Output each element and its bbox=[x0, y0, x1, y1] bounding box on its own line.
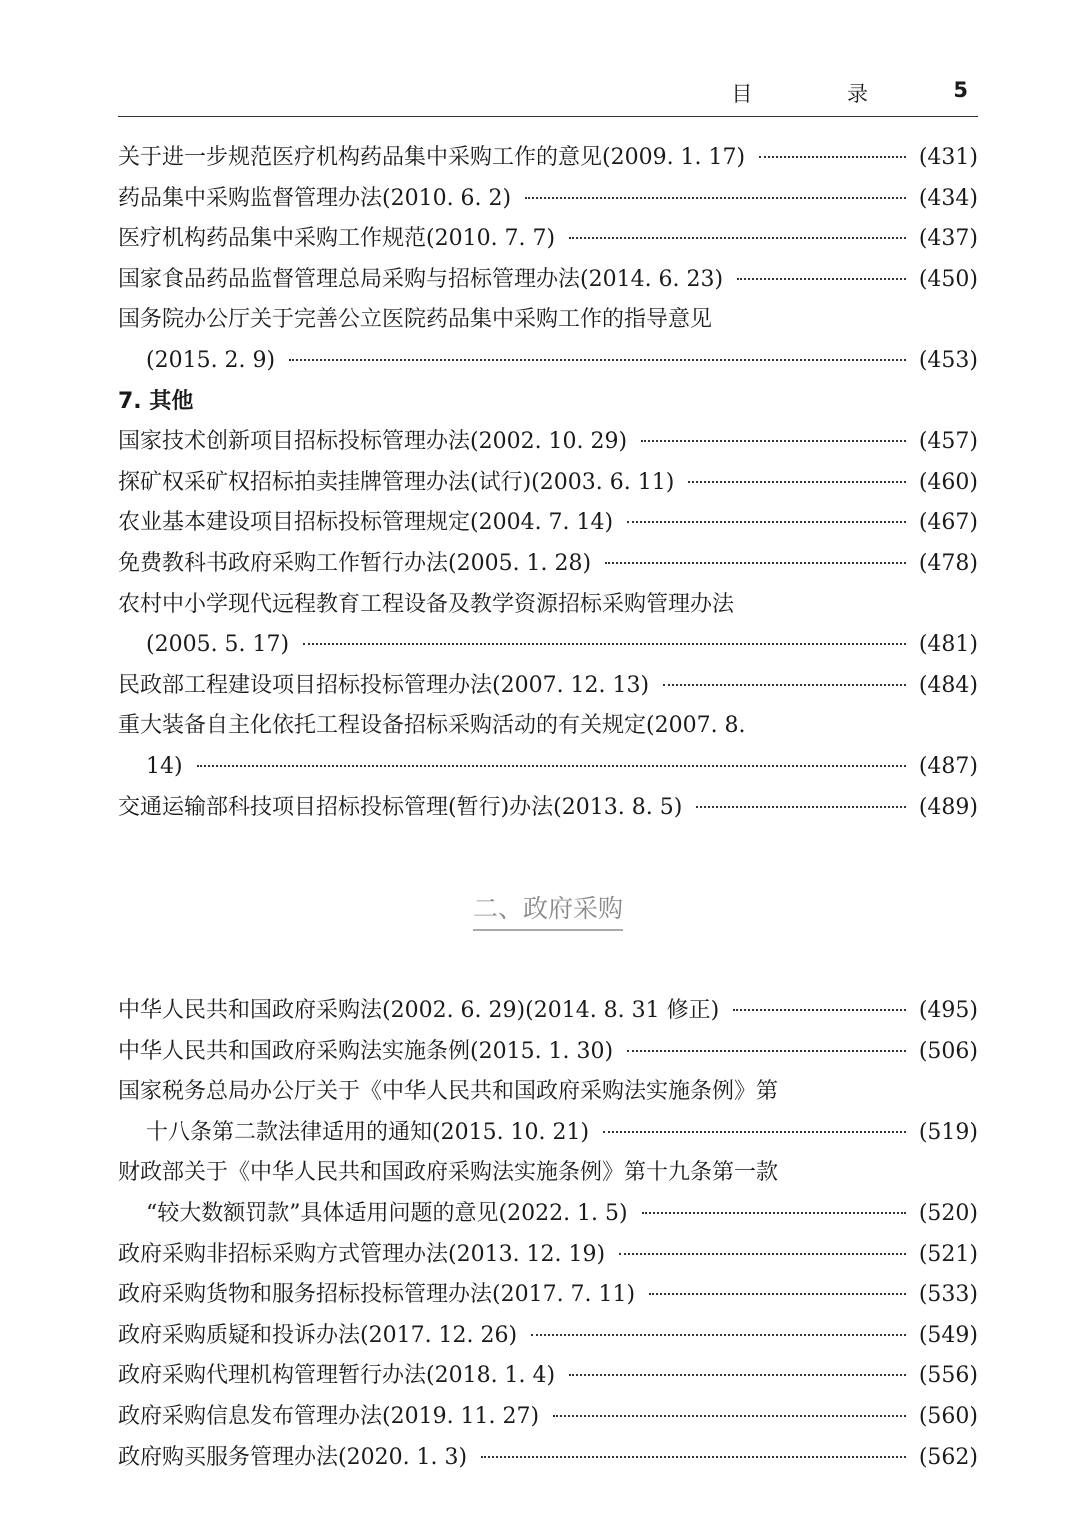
toc-entry-title: 国务院办公厅关于完善公立医院药品集中采购工作的指导意见 bbox=[118, 307, 713, 333]
toc-entry-title: 政府采购非招标采购方式管理办法(2013. 12. 19) bbox=[118, 1241, 606, 1267]
toc-entry-page: ( 520 ) bbox=[916, 1194, 978, 1235]
toc-entry-title: 财政部关于《中华人民共和国政府采购法实施条例》第十九条第一款 bbox=[118, 1160, 779, 1186]
toc-entry bbox=[118, 341, 978, 382]
header-title: 目 录 bbox=[731, 82, 912, 106]
section-heading bbox=[118, 828, 978, 991]
leader-dots bbox=[733, 1009, 906, 1011]
toc-entry-page: ( 495 ) bbox=[916, 991, 978, 1032]
toc-entry bbox=[118, 1113, 978, 1154]
toc-entry bbox=[118, 544, 978, 585]
leader-dots bbox=[663, 684, 906, 686]
leader-dots bbox=[605, 562, 906, 564]
toc-entry-page: ( 460 ) bbox=[916, 463, 978, 504]
leader-dots bbox=[197, 765, 906, 767]
toc-entry-title: 国家食品药品监督管理总局采购与招标管理办法(2014. 6. 23) bbox=[118, 266, 724, 292]
toc-entry bbox=[118, 1194, 978, 1235]
toc-entry-page: ( 437 ) bbox=[916, 219, 978, 260]
toc-entry bbox=[118, 1072, 978, 1113]
toc-entry-page: ( 467 ) bbox=[916, 503, 978, 544]
toc-entry-page: ( 450 ) bbox=[916, 260, 978, 301]
toc-entry-page: ( 519 ) bbox=[916, 1113, 978, 1154]
leader-dots bbox=[481, 1456, 906, 1458]
leader-dots bbox=[759, 156, 906, 158]
toc-entry-title: 交通运输部科技项目招标投标管理(暂行)办法(2013. 8. 5) bbox=[118, 794, 683, 820]
toc-entry-page: ( 484 ) bbox=[916, 666, 978, 707]
toc-entry bbox=[118, 1235, 978, 1276]
toc-entry-title: 政府采购质疑和投诉办法(2017. 12. 26) bbox=[118, 1322, 518, 1348]
toc-entry-page: ( 562 ) bbox=[916, 1438, 978, 1479]
leader-dots bbox=[531, 1334, 906, 1336]
leader-dots bbox=[696, 806, 906, 808]
leader-dots bbox=[737, 278, 906, 280]
toc-entry-page: ( 549 ) bbox=[916, 1316, 978, 1357]
toc-entry-title: 十八条第二款法律适用的通知(2015. 10. 21) bbox=[146, 1119, 590, 1145]
toc-entry bbox=[118, 625, 978, 666]
leader-dots bbox=[642, 1212, 906, 1214]
toc-entry bbox=[118, 747, 978, 788]
toc-entry-title: 关于进一步规范医疗机构药品集中采购工作的意见(2009. 1. 17) bbox=[118, 145, 746, 170]
page-number: 5 bbox=[953, 78, 968, 102]
toc-entry bbox=[118, 1032, 978, 1073]
toc-entry bbox=[118, 1275, 978, 1316]
toc-entry-page: ( 521 ) bbox=[916, 1235, 978, 1276]
leader-dots bbox=[649, 1293, 906, 1295]
toc-entry-title: 国家税务总局办公厅关于《中华人民共和国政府采购法实施条例》第 bbox=[118, 1079, 779, 1105]
toc-entry-page: ( 489 ) bbox=[916, 788, 978, 829]
leader-dots bbox=[569, 1374, 906, 1376]
toc-entry-title: 医疗机构药品集中采购工作规范(2010. 7. 7) bbox=[118, 226, 556, 252]
toc-entry bbox=[118, 138, 978, 179]
toc-entry-page: ( 533 ) bbox=[916, 1275, 978, 1316]
toc-entry-title: 农业基本建设项目招标投标管理规定(2004. 7. 14) bbox=[118, 510, 614, 536]
toc-entry-title: 探矿权采矿权招标拍卖挂牌管理办法(试行)(2003. 6. 11) bbox=[118, 469, 675, 495]
toc-entry-title: 中华人民共和国政府采购法实施条例(2015. 1. 30) bbox=[118, 1038, 614, 1064]
toc-entry bbox=[118, 585, 978, 626]
toc-entry bbox=[118, 1356, 978, 1397]
toc-entry-title: 免费教科书政府采购工作暂行办法(2005. 1. 28) bbox=[118, 550, 592, 576]
toc-entry bbox=[118, 503, 978, 544]
leader-dots bbox=[688, 481, 906, 483]
toc-entry-page: ( 457 ) bbox=[916, 422, 978, 463]
toc-group-procurement bbox=[118, 138, 978, 382]
toc-entry bbox=[118, 463, 978, 504]
toc-entry bbox=[118, 422, 978, 463]
toc-entry-page: ( 556 ) bbox=[916, 1356, 978, 1397]
toc-entry-title: “较大数额罚款”具体适用问题的意见(2022. 1. 5) bbox=[146, 1201, 628, 1227]
leader-dots bbox=[303, 643, 906, 645]
table-of-contents bbox=[118, 138, 978, 1478]
toc-entry-title: 药品集中采购监督管理办法(2010. 6. 2) bbox=[118, 185, 512, 211]
toc-entry-page: ( 481 ) bbox=[916, 625, 978, 666]
toc-entry bbox=[118, 1316, 978, 1357]
leader-dots bbox=[289, 359, 906, 361]
leader-dots bbox=[619, 1253, 906, 1255]
toc-entry-title: 政府采购代理机构管理暂行办法(2018. 1. 4) bbox=[118, 1363, 556, 1389]
toc-entry-title: 政府采购信息发布管理办法(2019. 11. 27) bbox=[118, 1404, 540, 1430]
toc-entry-title: 重大装备自主化依托工程设备招标采购活动的有关规定(2007. 8. bbox=[118, 713, 746, 739]
toc-entry bbox=[118, 788, 978, 829]
toc-entry-title: 14) bbox=[146, 753, 183, 779]
toc-entry-title: 国家技术创新项目招标投标管理办法(2002. 10. 29) bbox=[118, 429, 628, 455]
toc-entry bbox=[118, 1438, 978, 1479]
toc-entry bbox=[118, 991, 978, 1032]
toc-entry-title: 政府购买服务管理办法(2020. 1. 3) bbox=[118, 1444, 468, 1470]
leader-dots bbox=[553, 1415, 906, 1417]
category-heading-other: 7. 其他 bbox=[118, 388, 194, 414]
leader-dots bbox=[627, 521, 906, 523]
toc-entry-page: ( 453 ) bbox=[916, 341, 978, 382]
toc-entry bbox=[118, 300, 978, 341]
toc-entry-page: ( 478 ) bbox=[916, 544, 978, 585]
toc-entry bbox=[118, 1397, 978, 1438]
toc-entry-page: ( 560 ) bbox=[916, 1397, 978, 1438]
toc-entry-page: ( 506 ) bbox=[916, 1032, 978, 1073]
toc-entry bbox=[118, 219, 978, 260]
toc-entry bbox=[118, 1153, 978, 1194]
leader-dots bbox=[525, 197, 906, 199]
leader-dots bbox=[569, 237, 906, 239]
toc-entry bbox=[118, 260, 978, 301]
toc-entry-title: 民政部工程建设项目招标投标管理办法(2007. 12. 13) bbox=[118, 672, 650, 698]
toc-entry-title: 中华人民共和国政府采购法(2002. 6. 29)(2014. 8. 31 修正) bbox=[118, 998, 720, 1024]
toc-entry-page: ( 431 ) bbox=[916, 138, 978, 179]
toc-entry-page: ( 434 ) bbox=[916, 179, 978, 220]
toc-entry-title: 农村中小学现代远程教育工程设备及教学资源招标采购管理办法 bbox=[118, 591, 735, 617]
toc-entry-title: (2015. 2. 9) bbox=[146, 347, 276, 373]
toc-entry bbox=[118, 666, 978, 707]
toc-entry-page: ( 487 ) bbox=[916, 747, 978, 788]
toc-entry-title: (2005. 5. 17) bbox=[146, 632, 290, 658]
running-header bbox=[118, 72, 978, 117]
toc-group-other bbox=[118, 422, 978, 828]
toc-entry bbox=[118, 179, 978, 220]
toc-entry-title: 政府采购货物和服务招标投标管理办法(2017. 7. 11) bbox=[118, 1282, 636, 1308]
leader-dots bbox=[627, 1050, 906, 1052]
leader-dots bbox=[641, 440, 906, 442]
toc-entry bbox=[118, 706, 978, 747]
section-title: 二、政府采购 bbox=[473, 889, 623, 931]
toc-group-government-procurement bbox=[118, 991, 978, 1478]
leader-dots bbox=[603, 1131, 906, 1133]
